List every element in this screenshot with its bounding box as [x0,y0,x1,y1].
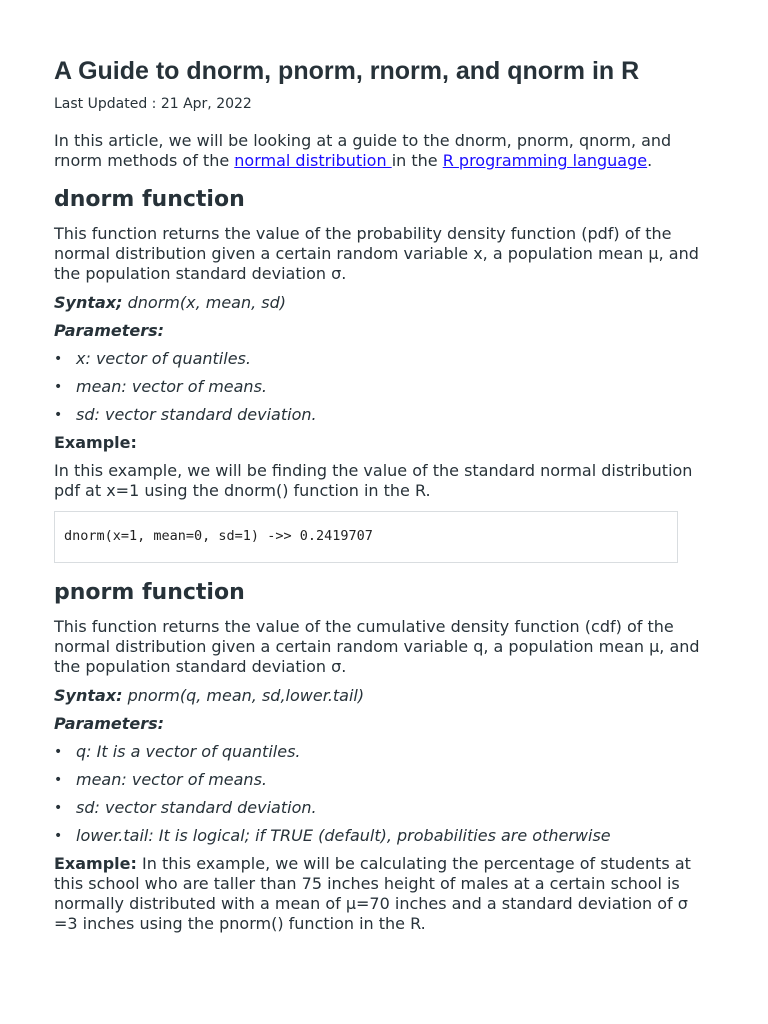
normal-distribution-link[interactable]: normal distribution [234,151,392,170]
list-item [54,798,714,818]
list-item [54,770,714,790]
bullet-icon: • [54,828,63,844]
bullet-icon: • [54,407,63,423]
dnorm-description: This function returns the value of the probability density function (pdf) of the normal distribution given a certain random variable x, a population mean μ, and the population standard deviation σ. [54,224,699,283]
dnorm-example-text: In this example, we will be finding the value of the standard normal distribution pdf at x=1 using the dnorm() function in the R. [54,461,693,500]
pnorm-syntax-value: pnorm(q, mean, sd,lower.tail) [122,686,365,705]
pnorm-syntax-label: Syntax: [54,686,123,705]
intro-text-2: in the [391,151,443,170]
last-updated: Last Updated : 21 Apr, 2022 [54,96,252,112]
pnorm-example-label: Example: [54,854,137,873]
list-item [54,405,714,425]
parameter-text: mean: vector of means. [76,377,267,396]
dnorm-example-label: Example: [54,433,137,452]
bullet-icon: • [54,744,63,760]
list-item [54,826,714,846]
pnorm-description: This function returns the value of the cumulative density function (cdf) of the normal distribution given a certain random variable q, a population mean μ, and the population standard deviation σ. [54,617,700,676]
parameter-text: sd: vector standard deviation. [76,405,317,424]
list-item [54,349,714,369]
intro-paragraph [54,131,714,171]
bullet-icon: • [54,772,63,788]
pnorm-example [54,854,714,934]
article-title: A Guide to dnorm, pnorm, rnorm, and qnorm in R [54,57,640,85]
code-block: dnorm(x=1, mean=0, sd=1) ->> 0.2419707 [54,511,678,563]
bullet-icon: • [54,800,63,816]
pnorm-parameters-label: Parameters: [54,714,165,733]
pnorm-parameter-list [54,742,714,846]
dnorm-syntax [54,293,714,313]
list-item [54,377,714,397]
list-item [54,742,714,762]
parameter-text: sd: vector standard deviation. [76,798,317,817]
dnorm-parameters-label: Parameters: [54,321,165,340]
dnorm-syntax-value: dnorm(x, mean, sd) [122,293,287,312]
dnorm-syntax-label: Syntax; [54,293,123,312]
dnorm-parameter-list [54,349,714,425]
intro-text-3: . [647,151,653,170]
intro-text-1: In this article, we will be looking at a guide to the dnorm, pnorm, qnorm, and rnorm methods of the [54,131,672,170]
parameter-text: q: It is a vector of quantiles. [76,742,301,761]
parameter-text: mean: vector of means. [76,770,267,789]
bullet-icon: • [54,351,63,367]
parameter-text: lower.tail: It is logical; if TRUE (default), probabilities are otherwise [76,826,611,845]
parameter-text: x: vector of quantiles. [76,349,251,368]
bullet-icon: • [54,379,63,395]
dnorm-heading: dnorm function [54,187,245,212]
pnorm-syntax [54,686,714,706]
pnorm-example-text: In this example, we will be calculating the percentage of students at this school who are taller than 75 inches height of males at a certain school is normally distributed with a mean of μ=70 inches and a standard deviation of σ =3 inches using the pnorm() function in the R. [54,854,691,933]
pnorm-heading: pnorm function [54,580,245,605]
r-programming-language-link[interactable]: R programming language [442,151,648,170]
